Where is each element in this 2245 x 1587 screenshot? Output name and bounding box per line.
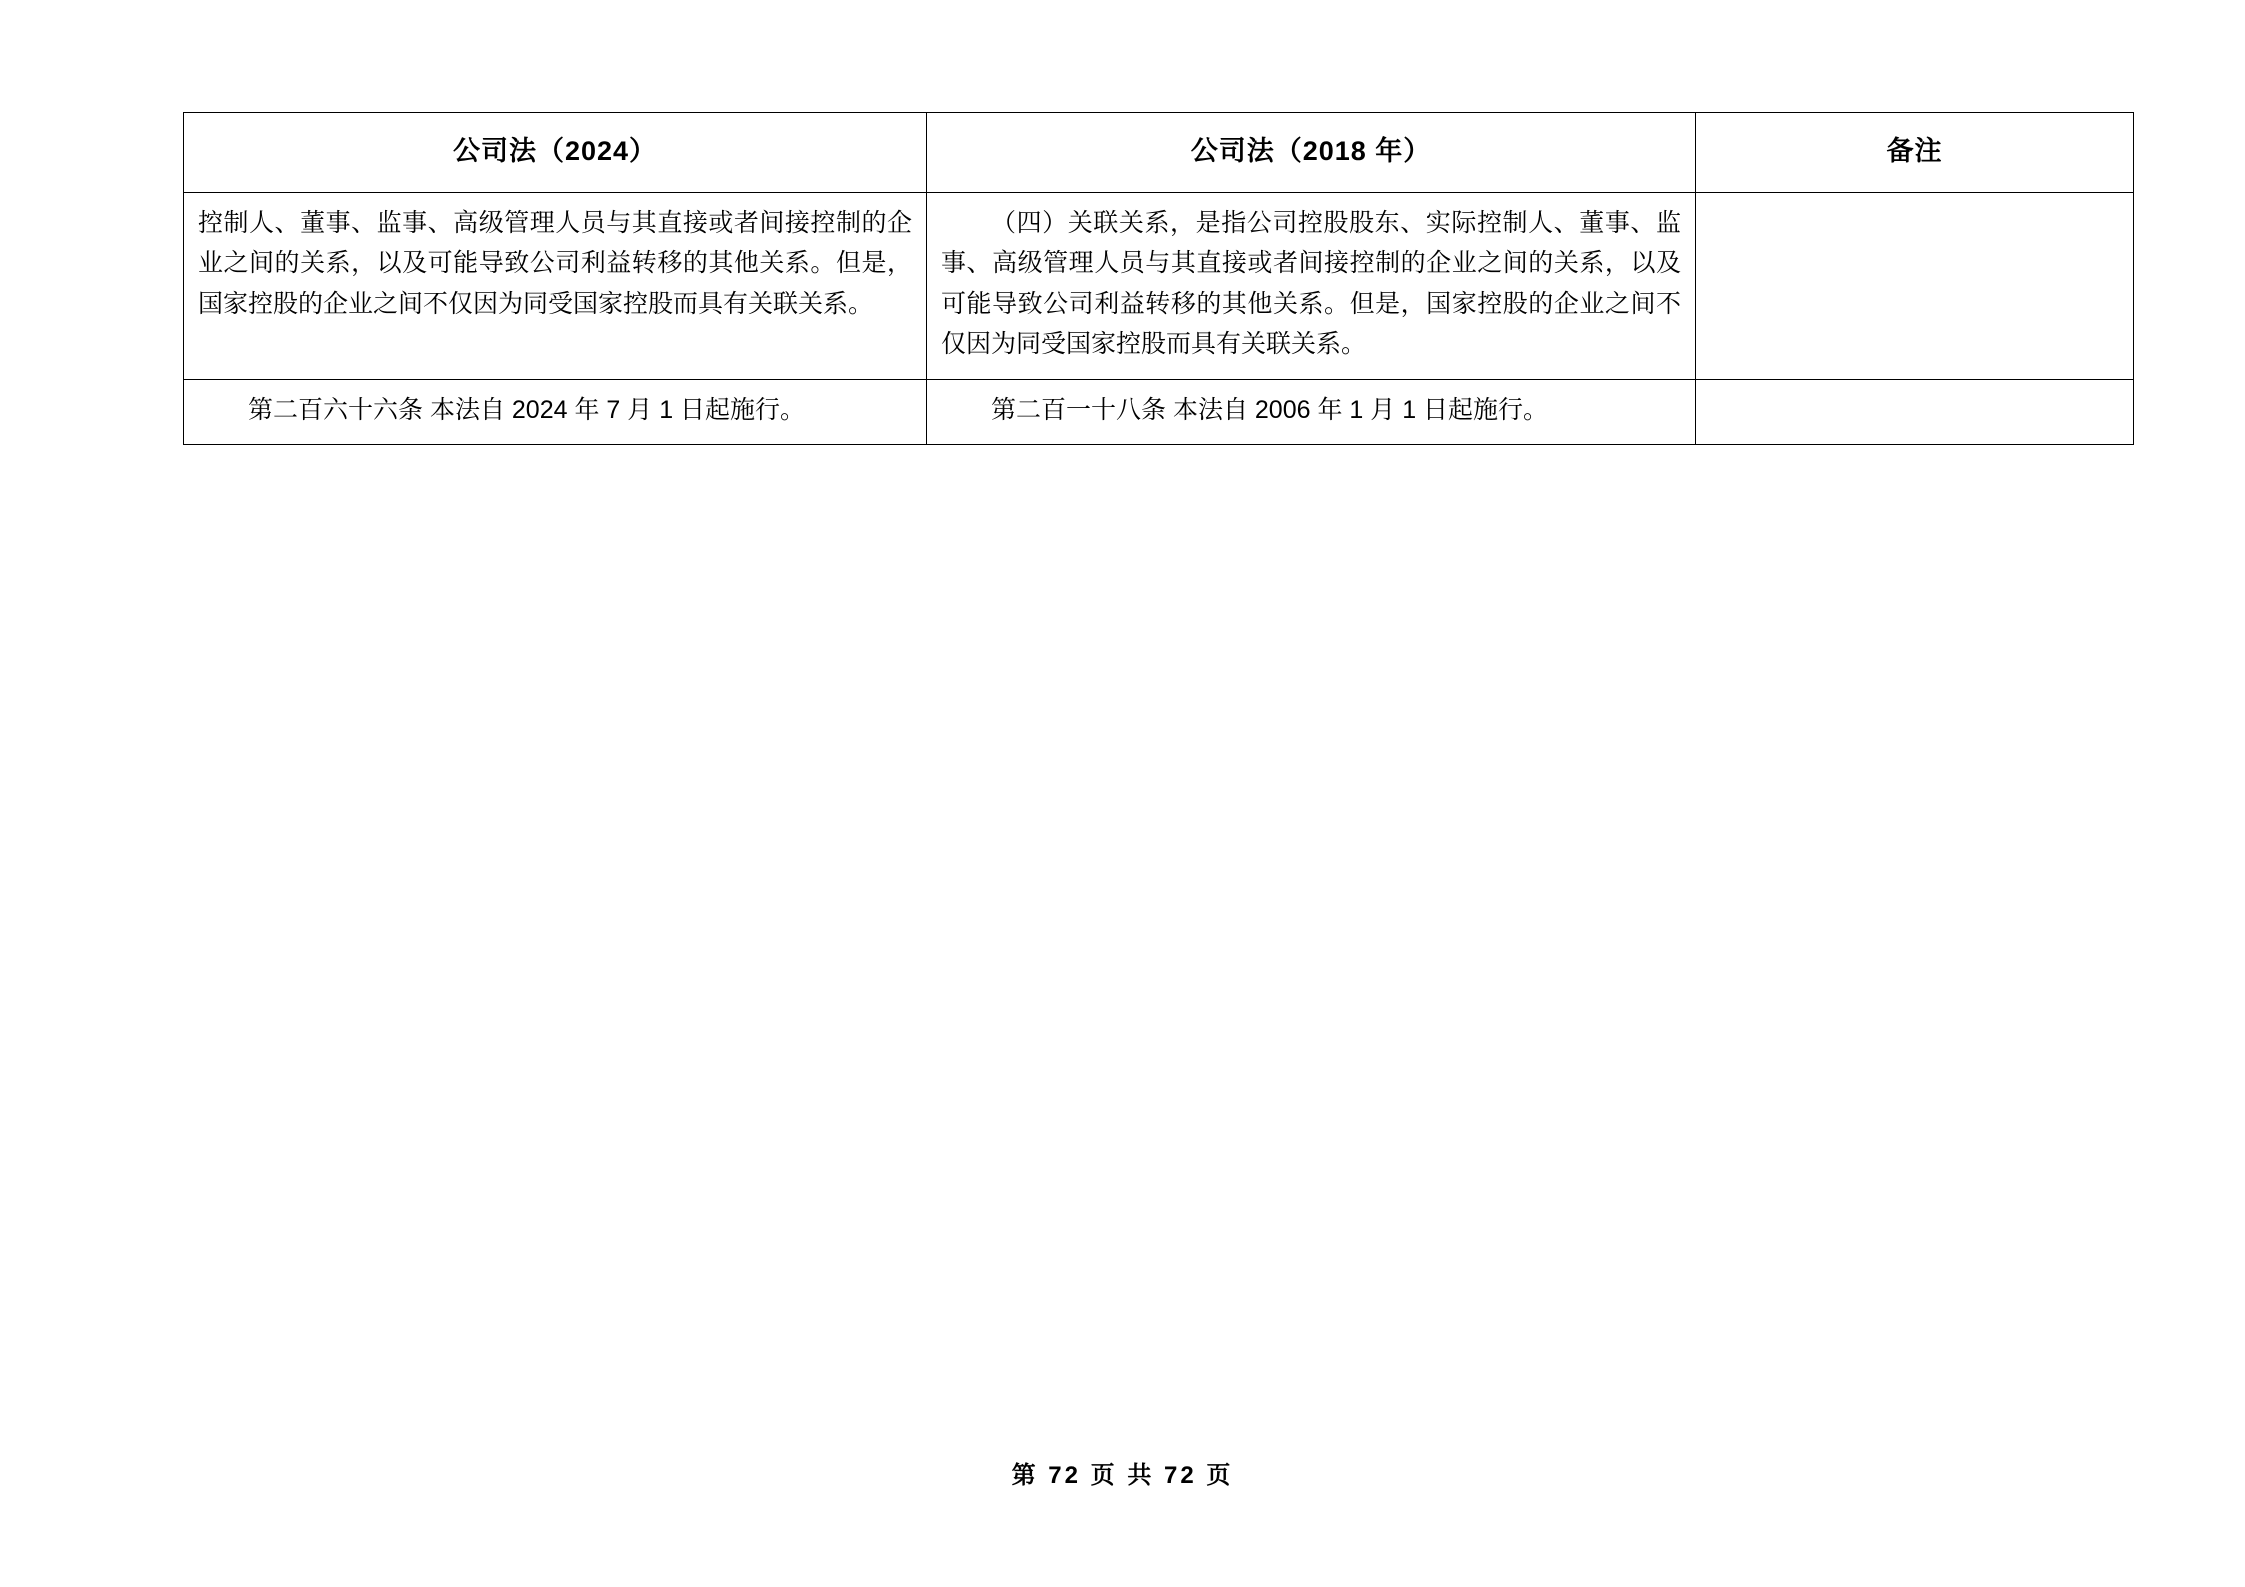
cell-law-2024-text: 控制人、董事、监事、高级管理人员与其直接或者间接控制的企业之间的关系，以及可能导致公司利益转移的其他关系。但是，国家控股的企业之间不仅因为同受国家控股而具有关联关系。 — [198, 208, 912, 318]
page-footer: 第 72 页 共 72 页 — [1011, 1462, 1234, 1489]
column-header-law-2024: 公司法（2024） — [184, 113, 927, 193]
comparison-table — [183, 112, 2134, 445]
table-header — [184, 113, 2134, 193]
column-header-law-2018: 公司法（2018 年） — [927, 113, 1696, 193]
column-header-notes: 备注 — [1696, 113, 2134, 193]
cell-law-2018 — [927, 192, 1696, 379]
cell-law-2018-text: 第二百一十八条 本法自 2006 年 1 月 1 日起施行。 — [991, 395, 1549, 424]
cell-notes — [1696, 379, 2134, 445]
cell-law-2018 — [927, 379, 1696, 445]
table-header-row — [184, 113, 2134, 193]
cell-law-2024 — [184, 192, 927, 379]
table-row — [184, 192, 2134, 379]
cell-notes — [1696, 192, 2134, 379]
cell-law-2024 — [184, 379, 927, 445]
table-row — [184, 379, 2134, 445]
cell-law-2018-text: （四）关联关系，是指公司控股股东、实际控制人、董事、监事、高级管理人员与其直接或者间接控制的企业之间的关系，以及可能导致公司利益转移的其他关系。但是，国家控股的企业之间不仅因为同受国家控股而具有关联关系。 — [941, 208, 1681, 359]
cell-law-2024-text: 第二百六十六条 本法自 2024 年 7 月 1 日起施行。 — [248, 395, 806, 424]
table-body — [184, 192, 2134, 445]
